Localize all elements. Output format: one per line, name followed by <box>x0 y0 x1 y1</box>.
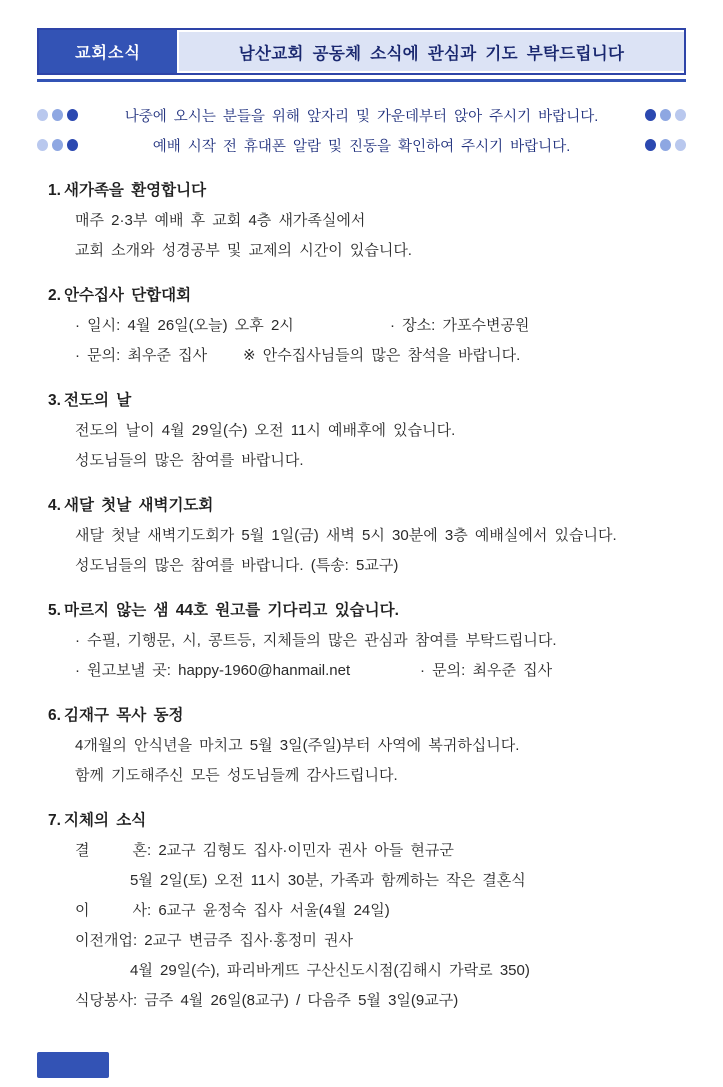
section-body <box>37 626 698 686</box>
body-line <box>75 656 698 686</box>
dot-icon <box>37 109 48 121</box>
section-number: 1. <box>48 182 61 199</box>
meal-duty-line: 식당봉사: 금주 4월 26일(8교구) / 다음주 5월 3일(9교구) <box>75 992 459 1009</box>
body-line: · 수필, 기행문, 시, 콩트등, 지체들의 많은 관심과 참여를 부탁드립니다. <box>75 632 557 649</box>
dots-left-icon <box>37 139 78 151</box>
detail-place: · 장소: 가포수변공원 <box>390 317 530 334</box>
footer-category-stub <box>37 1052 109 1078</box>
detail-datetime: · 일시: 4월 26일(오늘) 오후 2시 <box>75 317 294 334</box>
page-header <box>37 28 686 82</box>
reopen-detail-line: 4월 29일(수), 파리바게뜨 구산신도시점(김해시 가락로 350) <box>130 962 530 979</box>
notice-block <box>37 100 686 160</box>
header-underline <box>37 79 686 82</box>
reopen-line: 이전개업: 2교구 변금주 집사·홍정미 권사 <box>75 932 354 949</box>
dot-icon <box>37 139 48 151</box>
section-number: 5. <box>48 602 61 619</box>
section-body <box>37 521 698 581</box>
header-frame <box>37 28 686 75</box>
detail-contact: · 문의: 최우준 집사 <box>420 662 553 679</box>
section-title: 지체의 소식 <box>64 812 147 829</box>
notice-text-2: 예배 시작 전 휴대폰 알람 및 진동을 확인하여 주시기 바랍니다. <box>152 138 571 155</box>
body-line <box>75 341 698 371</box>
section-heading <box>37 386 698 416</box>
body-line: 성도님들의 많은 참여를 바랍니다. <box>75 452 304 469</box>
wedding-line: 결 혼: 2교구 김형도 집사·이민자 권사 아들 현규군 <box>75 842 454 859</box>
body-line: 새달 첫날 새벽기도회가 5월 1일(금) 새벽 5시 30분에 3층 예배실에서 있습니다. <box>75 527 617 544</box>
dots-right-icon <box>645 109 686 121</box>
section-title: 전도의 날 <box>64 392 132 409</box>
section-title: 새달 첫날 새벽기도회 <box>64 497 214 514</box>
dots-left-icon <box>37 109 78 121</box>
wedding-detail-line: 5월 2일(토) 오전 11시 30분, 가족과 함께하는 작은 결혼식 <box>130 872 526 889</box>
dot-icon <box>67 139 78 151</box>
section-title: 안수집사 단합대회 <box>64 287 192 304</box>
category-badge: 교회소식 <box>39 30 177 73</box>
section-title: 새가족을 환영합니다 <box>64 182 207 199</box>
section-deacon-rally <box>37 281 698 371</box>
section-heading <box>37 596 698 626</box>
body-line: 성도님들의 많은 참여를 바랍니다. (특송: 5교구) <box>75 557 399 574</box>
dot-icon <box>67 109 78 121</box>
section-number: 7. <box>48 812 61 829</box>
section-pastor-news <box>37 701 698 791</box>
section-title: 김재구 목사 동정 <box>64 707 184 724</box>
body-line <box>75 311 698 341</box>
section-title: 마르지 않는 샘 44호 원고를 기다리고 있습니다. <box>64 602 399 619</box>
dot-icon <box>660 139 671 151</box>
move-line: 이 사: 6교구 윤정숙 집사 서울(4월 24일) <box>75 902 390 919</box>
dots-right-icon <box>645 139 686 151</box>
section-body <box>37 731 698 791</box>
section-manuscript-call <box>37 596 698 686</box>
section-number: 2. <box>48 287 61 304</box>
section-body <box>37 416 698 476</box>
dot-icon <box>52 109 63 121</box>
body-line: 4개월의 안식년을 마치고 5월 3일(주일)부터 사역에 복귀하십니다. <box>75 737 520 754</box>
notice-text-1: 나중에 오시는 분들을 위해 앞자리 및 가운데부터 앉아 주시기 바랍니다. <box>124 108 599 125</box>
section-body <box>37 311 698 371</box>
notice-row-1 <box>37 100 686 130</box>
body-line: 전도의 날이 4월 29일(수) 오전 11시 예배후에 있습니다. <box>75 422 456 439</box>
dot-icon <box>675 109 686 121</box>
body-line: 교회 소개와 성경공부 및 교제의 시간이 있습니다. <box>75 242 412 259</box>
section-dawn-prayer <box>37 491 698 581</box>
page-title: 남산교회 공동체 소식에 관심과 기도 부탁드립니다 <box>177 30 684 73</box>
dot-icon <box>645 109 656 121</box>
section-heading <box>37 701 698 731</box>
notice-row-2 <box>37 130 686 160</box>
detail-note: ※ 안수집사님들의 많은 참석을 바랍니다. <box>243 347 521 364</box>
section-new-family <box>37 176 698 266</box>
section-number: 6. <box>48 707 61 724</box>
dot-icon <box>52 139 63 151</box>
dot-icon <box>675 139 686 151</box>
section-body <box>37 206 698 266</box>
submission-email: · 원고보낼 곳: happy-1960@hanmail.net <box>75 662 351 679</box>
section-heading <box>37 281 698 311</box>
section-evangelism-day <box>37 386 698 476</box>
section-heading <box>37 176 698 206</box>
section-number: 4. <box>48 497 61 514</box>
body-line: 함께 기도해주신 모든 성도님들께 감사드립니다. <box>75 767 398 784</box>
dot-icon <box>645 139 656 151</box>
section-heading <box>37 491 698 521</box>
section-body <box>37 836 698 1016</box>
body-line: 매주 2·3부 예배 후 교회 4층 새가족실에서 <box>75 212 366 229</box>
section-number: 3. <box>48 392 61 409</box>
section-heading <box>37 806 698 836</box>
detail-contact: · 문의: 최우준 집사 <box>75 347 208 364</box>
dot-icon <box>660 109 671 121</box>
announcements <box>37 176 698 1031</box>
section-member-news <box>37 806 698 1016</box>
